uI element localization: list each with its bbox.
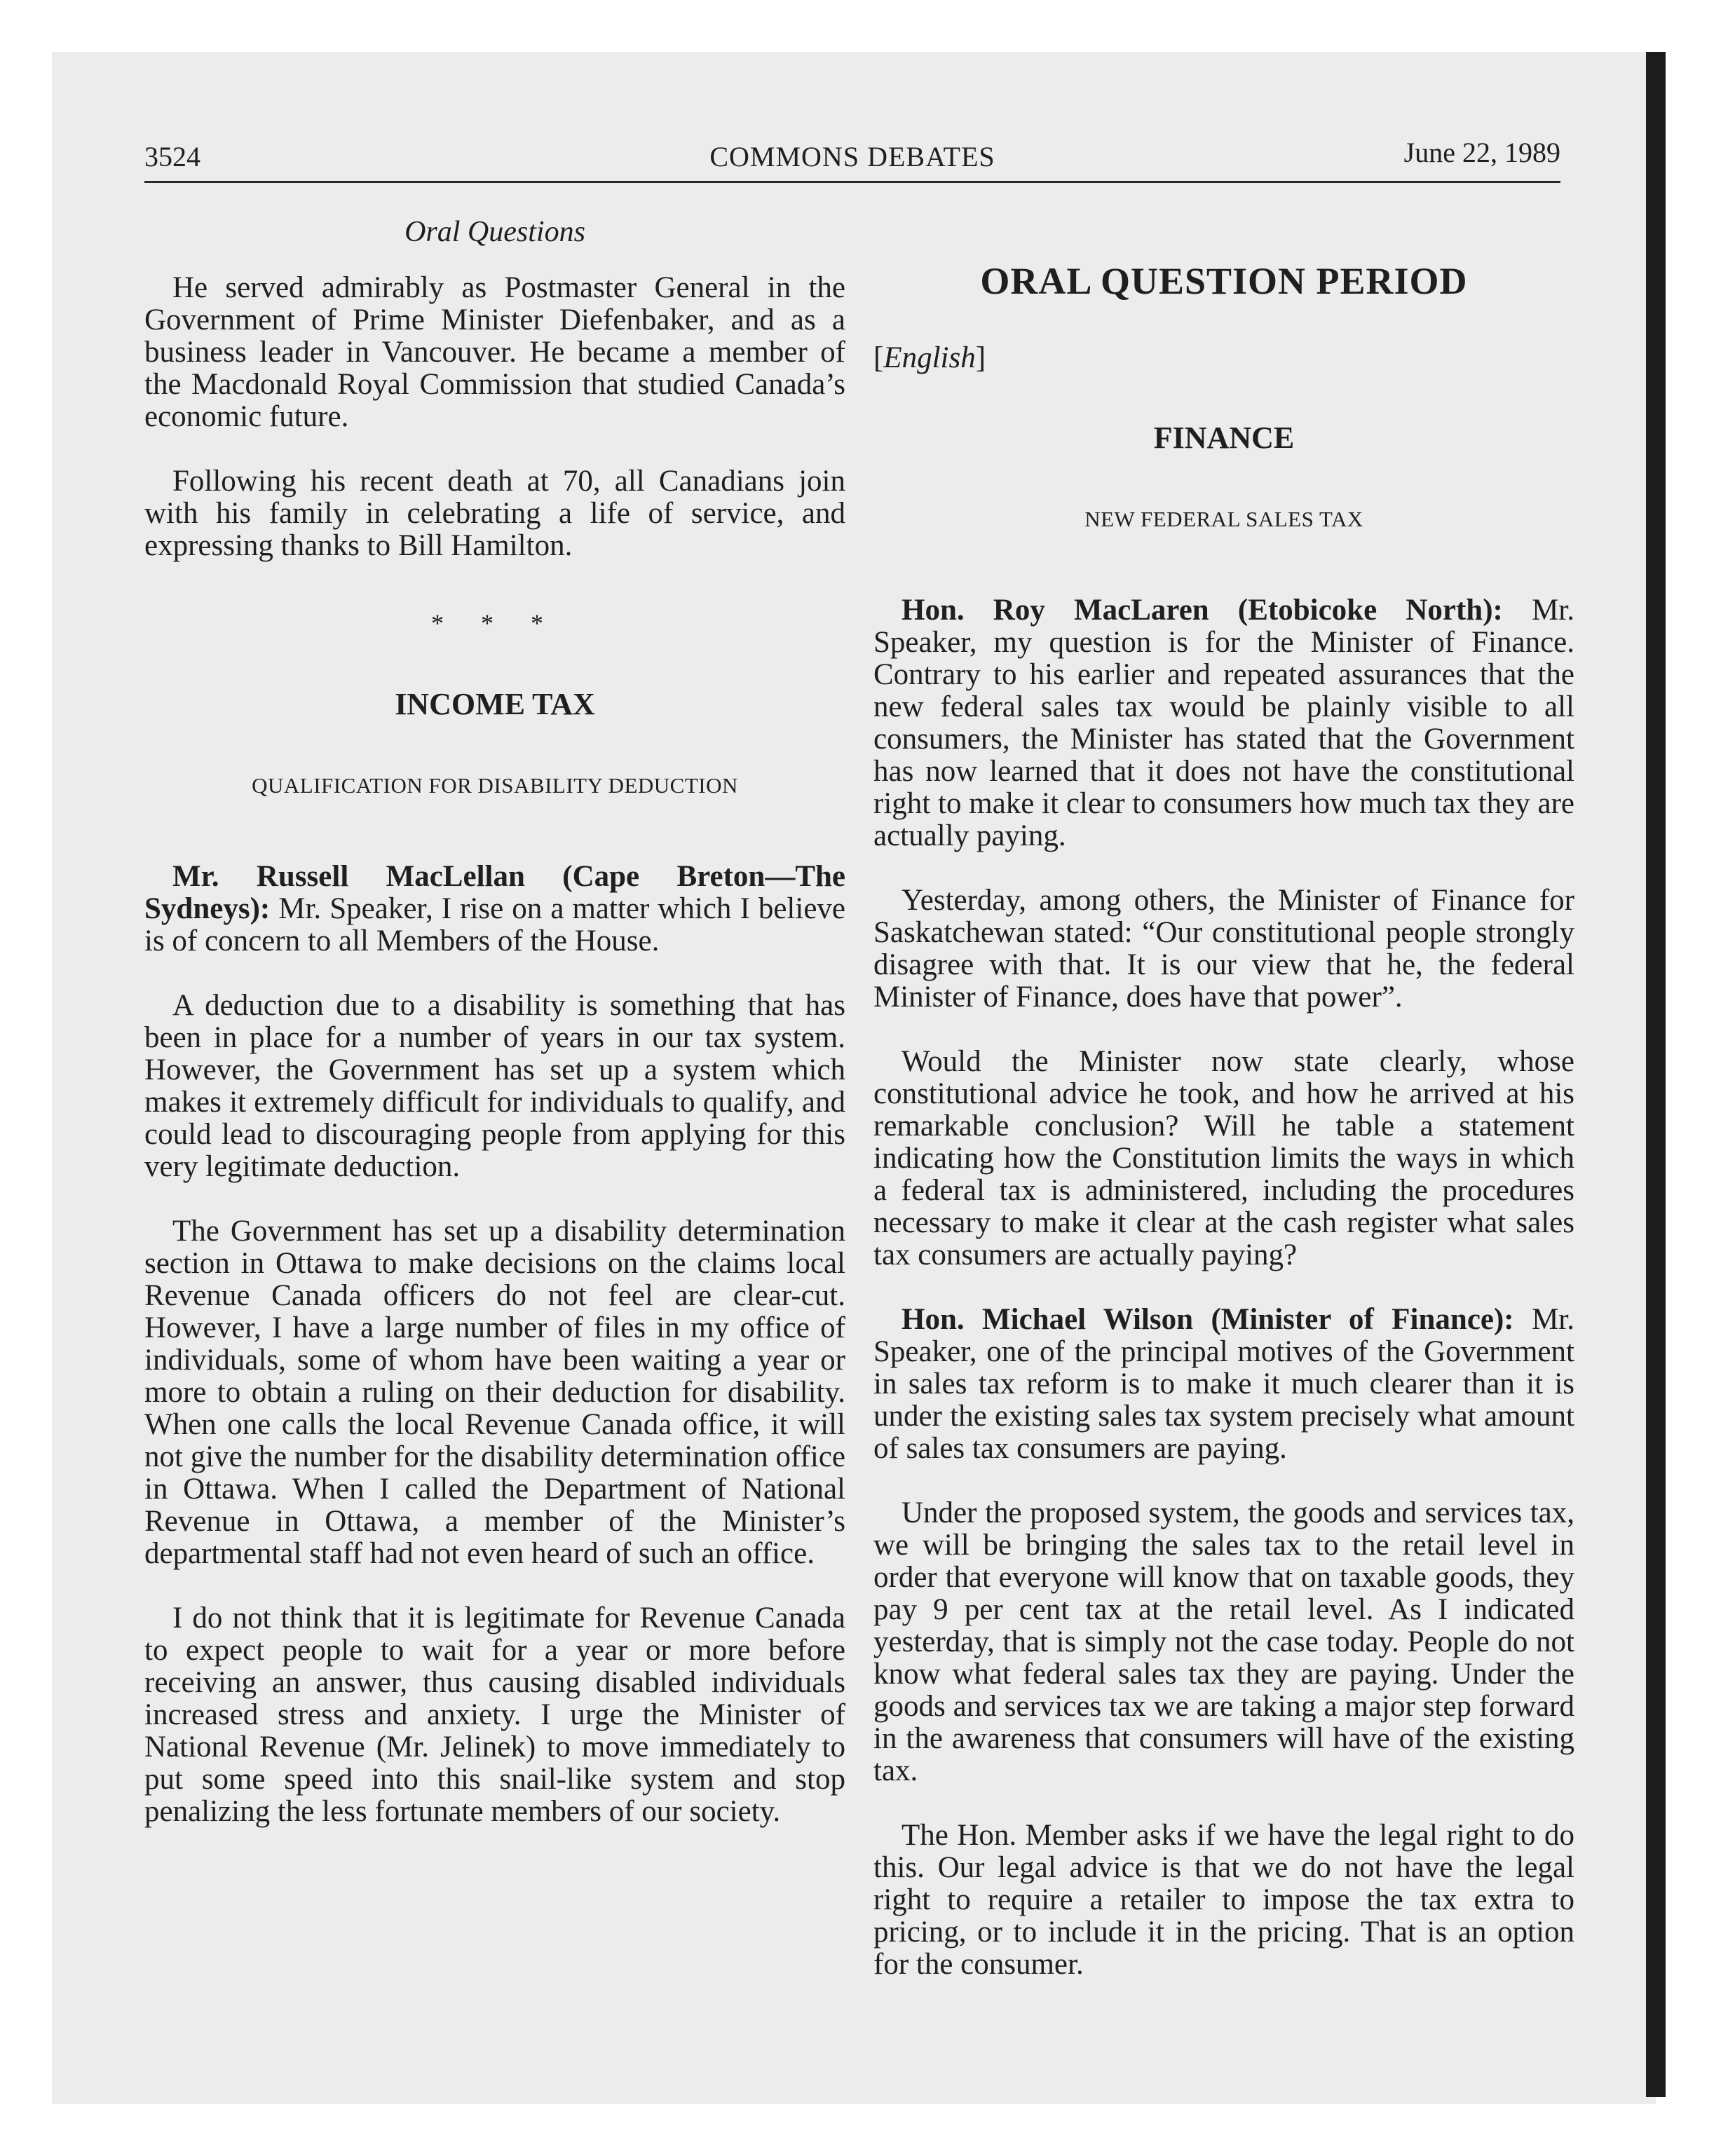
- publication-title: COMMONS DEBATES: [709, 141, 995, 172]
- paragraph: The Government has set up a disability determination section in Ottawa to make decisions on the claims local Revenue Canada officers do not feel are clear-cut. However, I have a large number of files in my office of individuals, some of whom have been waiting a year or more to obtain a ruling on their deduction for disability. When one calls the local Revenue Canada office, it will not give the number for the disability determination office in Ottawa. When I called the Department of National Revenue in Ottawa, a member of the Minister’s departmental staff had not even heard of such an office.: [144, 1215, 845, 1570]
- paragraph: He served admirably as Postmaster General in the Government of Prime Minister Diefenbaker, and as a business leader in Vancouver. He became a member of the Macdonald Royal Commission that studied Canada’s economic future.: [144, 271, 845, 433]
- sub-heading: QUALIFICATION FOR DISABILITY DEDUCTION: [252, 773, 738, 798]
- section-separator: * * *: [431, 609, 559, 637]
- header-rule: [144, 181, 1560, 183]
- page-header: [144, 137, 1560, 182]
- speech-paragraph: [144, 861, 845, 957]
- main-heading: ORAL QUESTION PERIOD: [980, 260, 1468, 302]
- right-column: [873, 216, 1574, 2013]
- section-heading: INCOME TAX: [395, 687, 595, 721]
- paragraph: Yesterday, among others, the Minister of Finance for Saskatchewan stated: “Our constitutional people strongly disagree with that. It is our view that he, the federal Minister of Finance, does have that power”.: [873, 884, 1574, 1014]
- speech-text: Mr. Speaker, my question is for the Minister of Finance. Contrary to his earlier and repeated assurances that the new federal sales tax would be plainly visible to all consumers, the Minister has stated that the Government has now learned that it does not have the constitutional right to make it clear to consumers how much tax they are actually paying.: [873, 594, 1575, 852]
- paragraph: Following his recent death at 70, all Canadians join with his family in celebrating a life of service, and expressing thanks to Bill Hamilton.: [144, 465, 845, 562]
- paragraph: I do not think that it is legitimate for Revenue Canada to expect people to wait for a year or more before receiving an answer, thus causing disabled individuals increased stress and anxiety. I urge the Minister of National Revenue (Mr. Jelinek) to move immediately to put some speed into this snail-like system and stop penalizing the less fortunate members of our society.: [144, 1602, 845, 1828]
- speech-text: Mr. Speaker, I rise on a matter which I believe is of concern to all Members of the House.: [144, 892, 845, 957]
- running-head: Oral Questions: [404, 216, 585, 248]
- section-heading: FINANCE: [1153, 421, 1295, 455]
- sub-heading: NEW FEDERAL SALES TAX: [1084, 507, 1363, 531]
- speech-paragraph: [873, 594, 1574, 852]
- page-date: June 22, 1989: [1403, 137, 1560, 168]
- language-label: English: [883, 341, 976, 374]
- scan-edge-bar: [1646, 52, 1666, 2097]
- paragraph: Would the Minister now state clearly, whose constitutional advice he took, and how he arrived at his remarkable conclusion? Will he table a statement indicating how the Constitution limits the ways in which a federal tax is administered, including the procedures necessary to make it clear at the cash register what sales tax consumers are actually paying?: [873, 1045, 1574, 1271]
- speaker-name: Hon. Michael Wilson (Minister of Finance):: [901, 1303, 1514, 1336]
- speaker-name: Hon. Roy MacLaren (Etobicoke North):: [901, 594, 1503, 627]
- paragraph: Under the proposed system, the goods and services tax, we will be bringing the sales tax to the retail level in order that everyone will know that on taxable goods, they pay 9 per cent tax at the retail level. As I indicated yesterday, that is simply not the case today. People do not know what federal sales tax they are paying. Under the goods and services tax we are taking a major step forward in the awareness that consumers will have of the existing tax.: [873, 1496, 1574, 1787]
- paragraph: The Hon. Member asks if we have the legal right to do this. Our legal advice is that we do not have the legal right to require a retailer to impose the tax extra to pricing, or to include it in the pricing. That is an option for the consumer.: [873, 1819, 1574, 1981]
- speech-text: Mr. Speaker, one of the principal motives of the Government in sales tax reform is to make it much clearer than it is under the existing sales tax system precisely what amount of sales tax consumers are paying.: [873, 1303, 1575, 1465]
- speaker-name: Mr. Russell MacLellan (Cape Breton—The Sydneys):: [144, 860, 845, 925]
- speech-paragraph: [873, 1304, 1574, 1465]
- paragraph: A deduction due to a disability is something that has been in place for a number of years in our tax system. However, the Government has set up a system which makes it extremely difficult for individuals to qualify, and could lead to discouraging people from applying for this very legitimate deduction.: [144, 989, 845, 1183]
- language-marker: [English]: [873, 341, 986, 374]
- left-column: [144, 216, 845, 1860]
- page-number: 3524: [144, 141, 200, 172]
